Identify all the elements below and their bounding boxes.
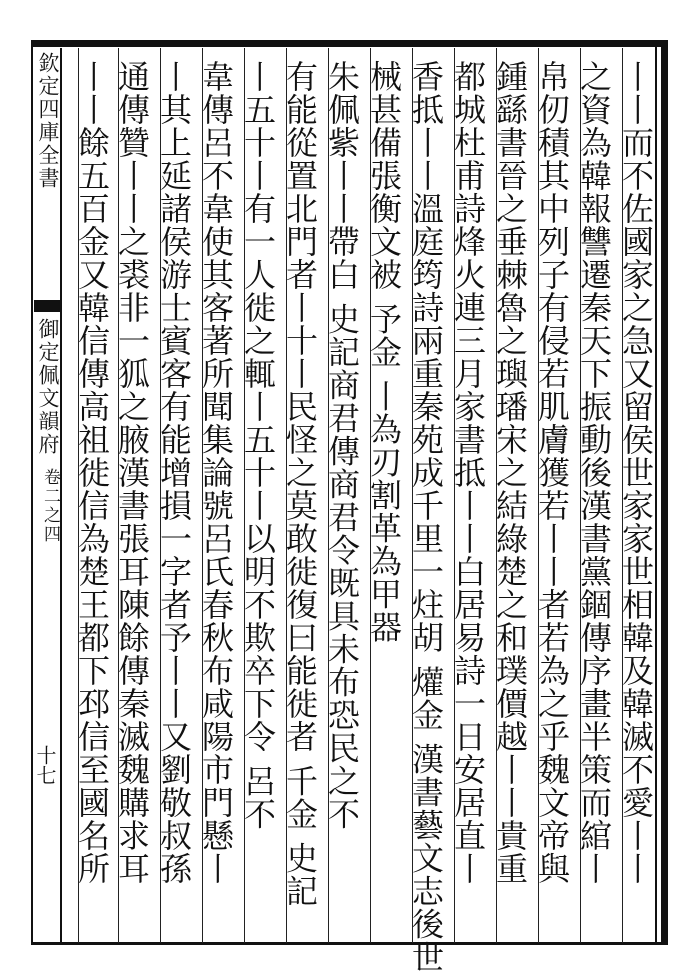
text-column: 都城杜甫詩烽火連三月家書抵丨丨白居易詩一日安居直丨	[449, 60, 487, 885]
gutter-black-bar	[34, 300, 60, 312]
text-column: 香抵丨丨溫庭筠詩兩重秦苑成千里一炷胡 爟金 漢書藝文志後世	[407, 60, 445, 974]
text-column: 丨丨餘五百金又韓信傳高祖徙信為楚王都下邳信至國名所	[73, 60, 111, 885]
text-column: 韋傳呂不韋使其客著所聞集論號呂氏春秋布咸陽市門懸丨	[197, 60, 235, 885]
gutter-book-title: 欽定四庫全書	[36, 52, 60, 190]
text-column: 丨五十丨有一人徙之輒丨五十丨以明不欺卒下令 呂不	[239, 60, 277, 831]
text-column: 有能從置北門者丨十丨民怪之莫敢徙復曰能徙者 千金 史記	[281, 60, 319, 908]
text-column: 通傳贊丨丨之裘非一狐之腋漢書張耳陳餘傳秦滅魏購求耳	[113, 60, 151, 885]
text-column: 鍾繇書晉之垂棘魯之璵璠宋之結綠楚之和璞價越丨丨貴重	[491, 60, 529, 885]
text-column: 丨其上延諸侯游士賓客有能增損一字者予丨丨又劉敬叔孫	[155, 60, 193, 885]
text-column: 丨丨而不佐國家之急又留侯世家家世相韓及韓滅不愛丨丨	[617, 60, 655, 885]
text-column: 之資為韓報讐遷秦天下振動後漢書黨錮傳序畫半策而綰丨	[575, 60, 613, 885]
gutter-volume-number: 卷二之四	[40, 468, 60, 544]
page-number: 十七	[33, 745, 57, 785]
gutter-volume-title: 御定佩文韻府	[36, 318, 60, 456]
gutter-column	[32, 48, 62, 943]
text-column: 械甚備張衡文被 予金 丨為刃割革為甲器	[365, 60, 403, 644]
text-column: 帛仞積其中列子有侵若肌膚獲若丨丨者若為之乎魏文帝與	[533, 60, 571, 885]
text-column: 朱佩紫丨丨帶白 史記商君傳商君令既具未布恐民之不	[323, 60, 361, 831]
